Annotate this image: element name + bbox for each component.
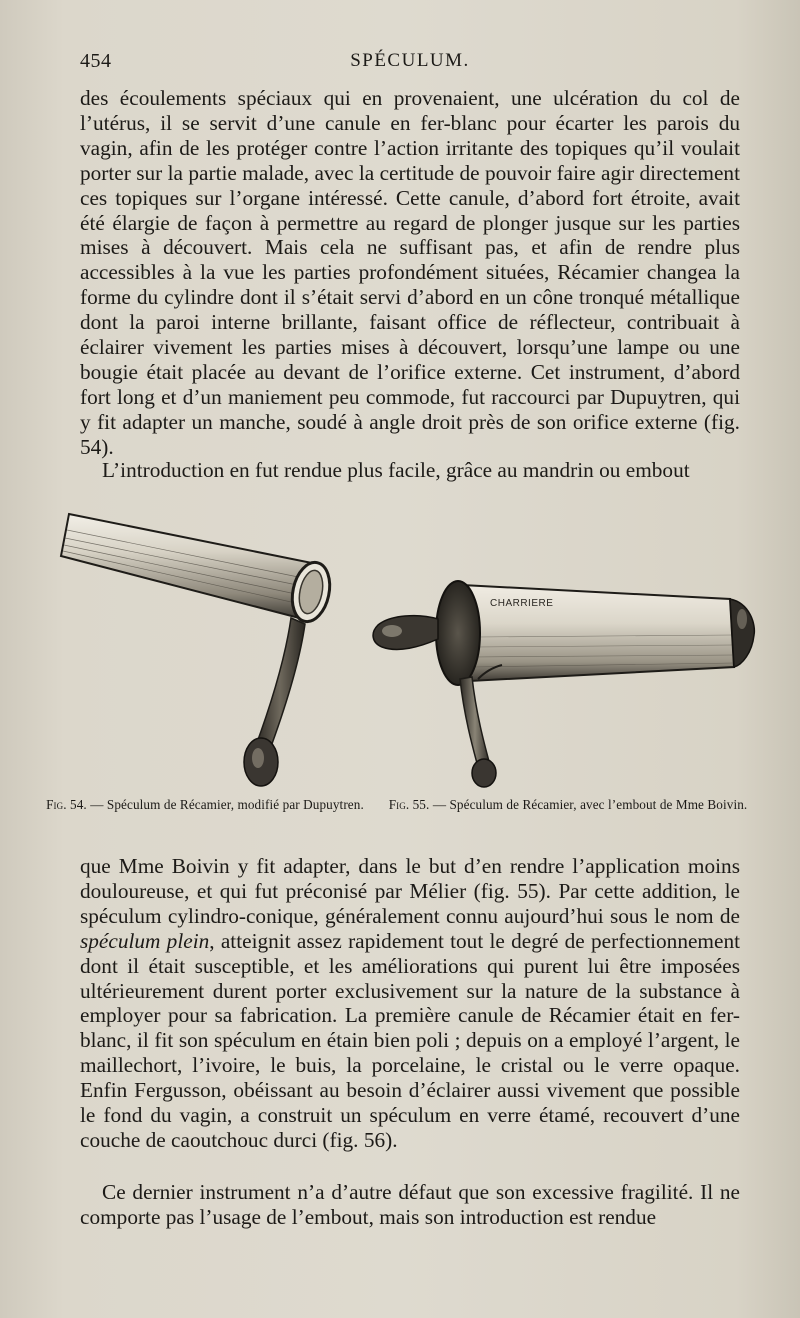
paragraph-3-start: que Mme Boivin y fit adapter, dans le but d’en rendre l’application moins douloureuse, et qui fut préconisé par Mélier (fig. 55). Par cette addition, le spéculum cylindro-conique, généralement connu aujourd’hui sous le nom de bbox=[80, 854, 740, 928]
speculum-plein-term: spéculum plein bbox=[80, 928, 210, 953]
page-number: 454 bbox=[80, 50, 112, 72]
figure-54-label: Fig. 54. bbox=[46, 797, 87, 812]
figure-55-label: Fig. 55. bbox=[388, 797, 430, 812]
page-header bbox=[80, 50, 740, 78]
paragraph-2: L’introduction en fut rendue plus facile, grâce au mandrin ou embout bbox=[102, 458, 690, 482]
speculum-boivin-engraving bbox=[368, 575, 768, 790]
figure-55-caption bbox=[388, 796, 748, 813]
paragraph-4: Ce dernier instrument n’a d’autre défaut que son excessive fragilité. Il ne comporte pas l’usage de l’embout, mais son introduction est rendue bbox=[80, 1180, 740, 1229]
figure-54-caption bbox=[40, 796, 370, 813]
paragraph-3 bbox=[80, 854, 740, 1153]
figure-54-caption-text: — Spéculum de Récamier, modifié par Dupuytren. bbox=[90, 797, 364, 812]
paragraph-3-end: , atteignit assez rapidement tout le degré de perfectionnement dont il était susceptible, et les améliorations qui purent lui être imposées ultérieurement durent porter exclusivement sur la nature de la substance à employer pour sa fabrication. La première canule de Récamier était en fer-blanc, il fit son spéculum en étain bien poli ; depuis on a employé l’argent, le maillechort, l’ivoire, le buis, la porcelaine, le cristal ou le verre opaque. Enfin Fergusson, obéissant au besoin d’éclairer aussi vivement que possible le fond du vagin, a construit un spéculum en verre étamé, recouvert d’une couche de caoutchouc durci (fig. 56). bbox=[80, 928, 741, 1152]
maker-mark: CHARRIERE bbox=[490, 598, 554, 609]
figure-55-illustration bbox=[368, 575, 768, 790]
figure-54-illustration bbox=[55, 500, 355, 795]
figure-55-caption-text: — Spéculum de Récamier, avec l’embout de Mme Boivin. bbox=[432, 797, 748, 812]
paragraph-1: des écoulements spéciaux qui en provenaient, une ulcération du col de l’utérus, il se servit d’une canule en fer-blanc pour écarter les parois du vagin, afin de les protéger contre l’action irritante des topiques qu’il voulait porter sur la partie malade, avec la certitude de pouvoir faire agir directement ces topiques sur l’organe intéressé. Cette canule, d’abord fort étroite, avait été élargie de façon à permettre au regard de plonger jusque sur les parties mises à découvert. Mais cela ne suffisant pas, et afin de rendre plus accessibles à la vue les parties profondément situées, Récamier changea la forme du cylindre dont il s’était servi d’abord en un cône tronqué métallique dont la paroi interne brillante, faisant office de réflecteur, contribuait à éclairer vivement les parties mises à découvert, lorsqu’une lampe ou une bougie était placée au devant de l’orifice externe. Cet instrument, d’abord fort long et d’un maniement peu commode, fut raccourci par Dupuytren, qui y fit adapter un manche, soudé à angle droit près de son orifice externe (fig. 54). bbox=[80, 86, 740, 459]
speculum-dupuytren-engraving bbox=[55, 500, 355, 795]
running-title: SPÉCULUM. bbox=[350, 50, 470, 71]
